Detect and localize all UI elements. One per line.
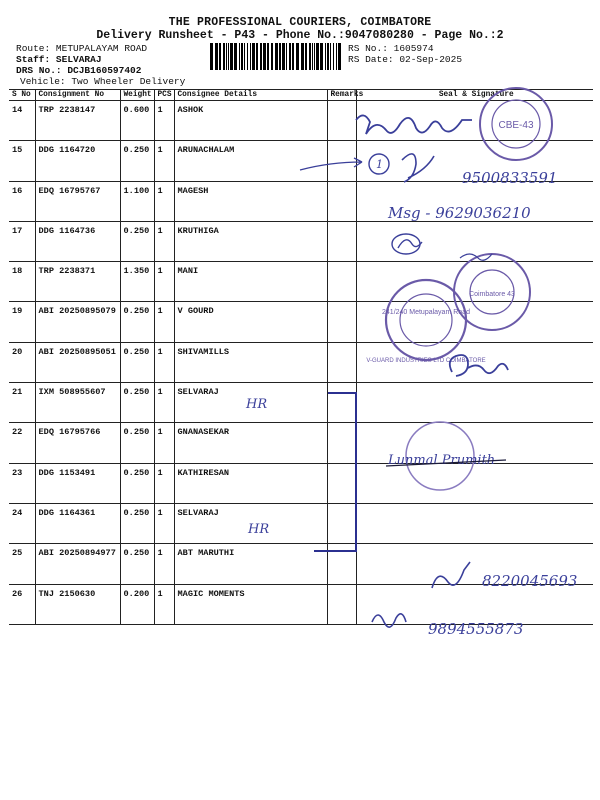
table-row [9,503,593,543]
cell-consignment: ABI 20250895079 [35,302,120,342]
cell-remarks [327,302,356,342]
table-row [9,181,593,221]
drs-label: DRS No.: [16,65,62,76]
staff-label: Staff: [16,54,51,65]
cell-sno: 21 [9,383,35,423]
cell-weight: 0.250 [120,463,154,503]
cell-consignee: SHIVAMILLS [174,342,327,382]
stamp-text-2: Coimbatore 43 [469,291,515,298]
cell-seal-signature [356,342,593,382]
cell-seal-signature [356,181,593,221]
col-header-consignee: Consignee Details [174,90,327,101]
cell-sno: 22 [9,423,35,463]
cell-remarks [327,342,356,382]
cell-seal-signature [356,463,593,503]
cell-consignment: DDG 1164720 [35,141,120,181]
route-value: METUPALAYAM ROAD [55,43,148,54]
cell-pcs: 1 [154,181,174,221]
cell-consignment: ABI 20250894977 [35,544,120,584]
rs-date-label: RS Date: [348,54,394,65]
cell-consignment: TRP 2238147 [35,101,120,141]
cell-sno: 23 [9,463,35,503]
cell-consignee: MANI [174,262,327,302]
phone-row-25: 8220045693 [482,572,578,590]
circled-one-digit: 1 [376,158,383,171]
cell-consignment: TNJ 2150630 [35,584,120,624]
cell-consignee: KATHIRESAN [174,463,327,503]
cell-seal-signature [356,101,593,141]
table-row [9,221,593,261]
cell-weight: 0.250 [120,141,154,181]
cell-consignee: ASHOK [174,101,327,141]
cell-pcs: 1 [154,221,174,261]
col-header-weight: Weight [120,90,154,101]
cell-consignee: V GOURD [174,302,327,342]
drs-value: DCJB160597402 [67,65,142,76]
cell-seal-signature [356,221,593,261]
vehicle-value: Two Wheeler Delivery [71,76,186,87]
cell-sno: 25 [9,544,35,584]
cell-sno: 17 [9,221,35,261]
cell-pcs: 1 [154,423,174,463]
cell-seal-signature [356,584,593,624]
consignment-table [9,89,593,625]
cell-consignment: DDG 1164736 [35,221,120,261]
table-row [9,383,593,423]
cell-sno: 20 [9,342,35,382]
rs-date-line [348,54,462,65]
staff-value: SELVARAJ [55,54,102,65]
col-header-sno: S No [9,90,35,101]
table-row [9,262,593,302]
cell-consignee: SELVARAJ [174,383,327,423]
cell-pcs: 1 [154,544,174,584]
cell-pcs: 1 [154,584,174,624]
cell-weight: 0.200 [120,584,154,624]
col-header-pcs: PCS [154,90,174,101]
cell-weight: 1.350 [120,262,154,302]
cell-pcs: 1 [154,503,174,543]
cell-consignment: TRP 2238371 [35,262,120,302]
cell-remarks [327,383,356,423]
cell-sno: 19 [9,302,35,342]
cell-remarks [327,584,356,624]
cell-seal-signature [356,302,593,342]
cell-weight: 0.250 [120,503,154,543]
table-row [9,544,593,584]
cell-consignment: IXM 508955607 [35,383,120,423]
cell-consignee: GNANASEKAR [174,423,327,463]
cell-pcs: 1 [154,463,174,503]
cell-pcs: 1 [154,141,174,181]
col-header-remarks: Remarks [327,90,356,101]
table-row [9,141,593,181]
cell-seal-signature [356,141,593,181]
table-row [9,101,593,141]
cell-weight: 0.250 [120,383,154,423]
cell-remarks [327,463,356,503]
cell-pcs: 1 [154,383,174,423]
cell-consignee: ARUNACHALAM [174,141,327,181]
cell-weight: 0.250 [120,221,154,261]
signature-row-22: Lunmal Prumith [388,453,496,468]
cell-sno: 15 [9,141,35,181]
vehicle-label: Vehicle: [20,76,66,87]
runsheet-title: Delivery Runsheet - P43 - Phone No.:9047080280 - Page No.:2 [96,29,504,42]
cell-weight: 0.250 [120,342,154,382]
cell-pcs: 1 [154,101,174,141]
cell-consignee: SELVARAJ [174,503,327,543]
cell-remarks [327,101,356,141]
phone-row-15: 9500833591 [462,169,558,187]
cell-consignment: EDQ 16795766 [35,423,120,463]
cell-remarks [327,221,356,261]
rs-no-label: RS No.: [348,43,388,54]
route-label: Route: [16,43,51,54]
table-row [9,342,593,382]
cell-consignment: EDQ 16795767 [35,181,120,221]
cell-seal-signature [356,383,593,423]
cell-pcs: 1 [154,342,174,382]
cell-remarks [327,141,356,181]
cell-remarks [327,423,356,463]
staff-line [16,54,102,65]
stamp-text-row-14: CBE-43 [498,120,534,131]
drs-line [16,65,141,76]
table-row [9,463,593,503]
rs-no-line [348,43,434,54]
cell-sno: 24 [9,503,35,543]
company-name: THE PROFESSIONAL COURIERS, COIMBATORE [168,16,432,29]
initials-row-21: HR [246,397,268,412]
cell-weight: 0.250 [120,302,154,342]
barcode [208,43,344,70]
cell-sno: 16 [9,181,35,221]
phone-row-26: 9894555873 [428,620,524,638]
route-line [16,43,147,54]
cell-sno: 18 [9,262,35,302]
cell-consignee: KRUTHIGA [174,221,327,261]
cell-remarks [327,503,356,543]
table-row [9,302,593,342]
table-row [9,584,593,624]
rs-no-value: 1605974 [393,43,434,54]
stamp-ring-text: V-GUARD INDUSTRIES LTD COIMBATORE [366,358,486,364]
cell-consignment: DDG 1164361 [35,503,120,543]
cell-consignee: MAGESH [174,181,327,221]
col-header-seal-signature: Seal & Signature [356,90,593,101]
cell-remarks [327,544,356,584]
msg-row-16: Msg - 9629036210 [388,204,531,222]
rs-date-value: 02-Sep-2025 [399,54,463,65]
cell-seal-signature [356,544,593,584]
cell-consignment: DDG 1153491 [35,463,120,503]
cell-weight: 1.100 [120,181,154,221]
initials-row-24: HR [248,522,270,537]
table-row [9,423,593,463]
cell-pcs: 1 [154,262,174,302]
cell-remarks [327,181,356,221]
col-header-consignment: Consignment No [35,90,120,101]
table-header-row [9,90,593,101]
cell-seal-signature [356,423,593,463]
vehicle-line [20,76,185,87]
cell-seal-signature [356,503,593,543]
cell-sno: 14 [9,101,35,141]
cell-consignee: ABT MARUTHI [174,544,327,584]
cell-pcs: 1 [154,302,174,342]
cell-weight: 0.250 [120,544,154,584]
cell-weight: 0.250 [120,423,154,463]
cell-consignment: ABI 20250895051 [35,342,120,382]
stamp-address: 241/240 Metupalayam Road [382,309,470,316]
cell-consignee: MAGIC MOMENTS [174,584,327,624]
cell-seal-signature [356,262,593,302]
cell-remarks [327,262,356,302]
cell-sno: 26 [9,584,35,624]
cell-weight: 0.600 [120,101,154,141]
